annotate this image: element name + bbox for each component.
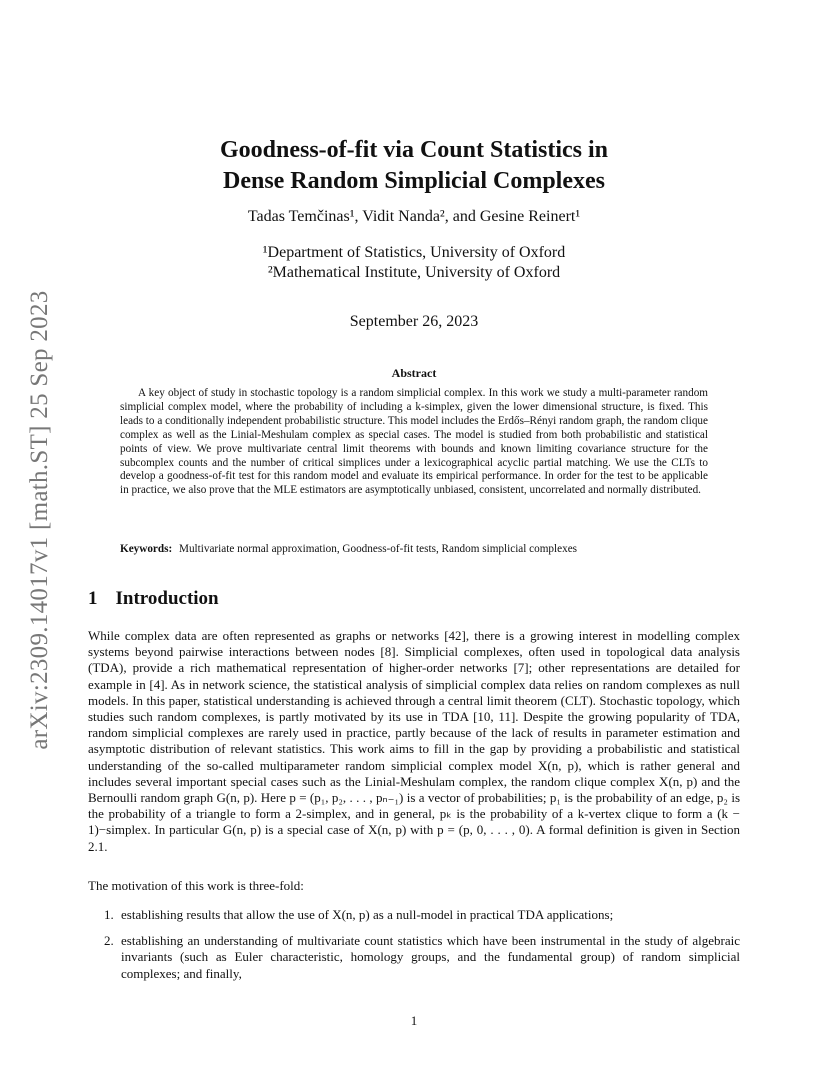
list-marker: 1. [104, 907, 114, 922]
section-title: Introduction [115, 588, 219, 609]
affiliation-2: ²Mathematical Institute, University of Oxford [267, 264, 561, 281]
page-number: 1 [410, 1013, 418, 1028]
authors: Tadas Temčinas¹, Vidit Nanda², and Gesine Reinert¹ [247, 208, 581, 225]
title-line-1: Goodness-of-fit via Count Statistics in [219, 137, 609, 163]
abstract-heading: Abstract [391, 366, 437, 380]
arxiv-stamp-text: arXiv:2309.14017v1 [math.ST] 25 Sep 2023 [26, 290, 53, 750]
title-line-2: Dense Random Simplicial Complexes [222, 168, 605, 194]
motivation-text: The motivation of this work is three-fold: [88, 878, 304, 893]
intro-paragraph: While complex data are often represented as graphs or networks [42], there is a growing interest in modelling complex systems beyond pairwise interactions between nodes [8]. Simplicial complexes, often used in topological data analysis (TDA), provide a rich mathematical representation of higher-order networks [7]; other representations are detailed for example in [4]. As in network science, the statistical analysis of simplicial complex data relies on random complexes as null models. In this paper, statistical understanding is achieved through a central limit theorem (CLT). Stochastic topology, which studies such random complexes, is partly motivated by its use in TDA [10, 11]. Despite the growing popularity of TDA, random simplicial complexes are rarely used in practice, partly because of the lack of results in parameter estimation and asymptotic distribution of relevant statistics. This work aims to fill in the gap by providing a probabilistic and statistical understanding of the so-called multiparameter random simplicial complex model X(n, p), which is rather general and includes several important special cases such as the Linial-Meshulam complex, the random clique complex X(n, p) and the Bernoulli random graph G(n, p). Here p = (p₁, p₂, . . . , pₙ₋₁) is a vector of probabilities; p₁ is the probability of an edge, p₂ is the probability of a triangle to form a 2-simplex, and in general, pₖ is the probability of a k-vertex clique to form a (k − 1)−simplex. In particular G(n, p) is a special case of X(n, p) with p = (p, 0, . . . , 0). A formal definition is given in Section 2.1. [88, 628, 740, 854]
paper-title [88, 135, 740, 197]
list-item [104, 907, 740, 923]
affiliation-1: ¹Department of Statistics, University of Oxford [262, 244, 566, 261]
list-item-text: establishing results that allow the use of X(n, p) as a null-model in practical TDA applications; [121, 907, 614, 922]
list-item [104, 933, 740, 982]
paper-date: September 26, 2023 [349, 313, 479, 330]
section-heading [88, 588, 219, 610]
section-number: 1 [88, 588, 98, 609]
keywords-list: Multivariate normal approximation, Goodness-of-fit tests, Random simplicial complexes [179, 543, 578, 555]
abstract-text: A key object of study in stochastic topology is a random simplicial complex. In this work we study a multi-parameter random simplicial complex model, where the probability of including a k-simplex, given the lower dimensional structure, is fixed. This leads to a conditionally independent probabilistic structure. This model includes the Erdős–Rényi random graph, the random clique complex as well as the Linial-Meshulam complex as special cases. The model is studied from both probabilistic and statistical points of view. We prove multivariate central limit theorems with bounds and known limiting covariance structure for the subcomplex counts and the number of critical simplices under a lexicographical acyclic partial matching. We use the CLTs to develop a goodness-of-fit test for this random model and evaluate its empirical performance. In order for the test to be applicable in practice, we also prove that the MLE estimators are asymptotically unbiased, consistent, uncorrelated and normally distributed. [120, 387, 708, 497]
keywords [120, 543, 720, 555]
list-item-text: establishing an understanding of multivariate count statistics which have been instrumental in the study of algebraic invariants (such as Euler characteristic, homology groups, and the fundamental group) of random simplicial complexes; and finally, [121, 933, 740, 981]
list-marker: 2. [104, 933, 114, 949]
motivation-list [104, 907, 740, 992]
affiliations [88, 243, 740, 283]
arxiv-stamp [16, 270, 64, 770]
keywords-label: Keywords: [120, 543, 173, 555]
